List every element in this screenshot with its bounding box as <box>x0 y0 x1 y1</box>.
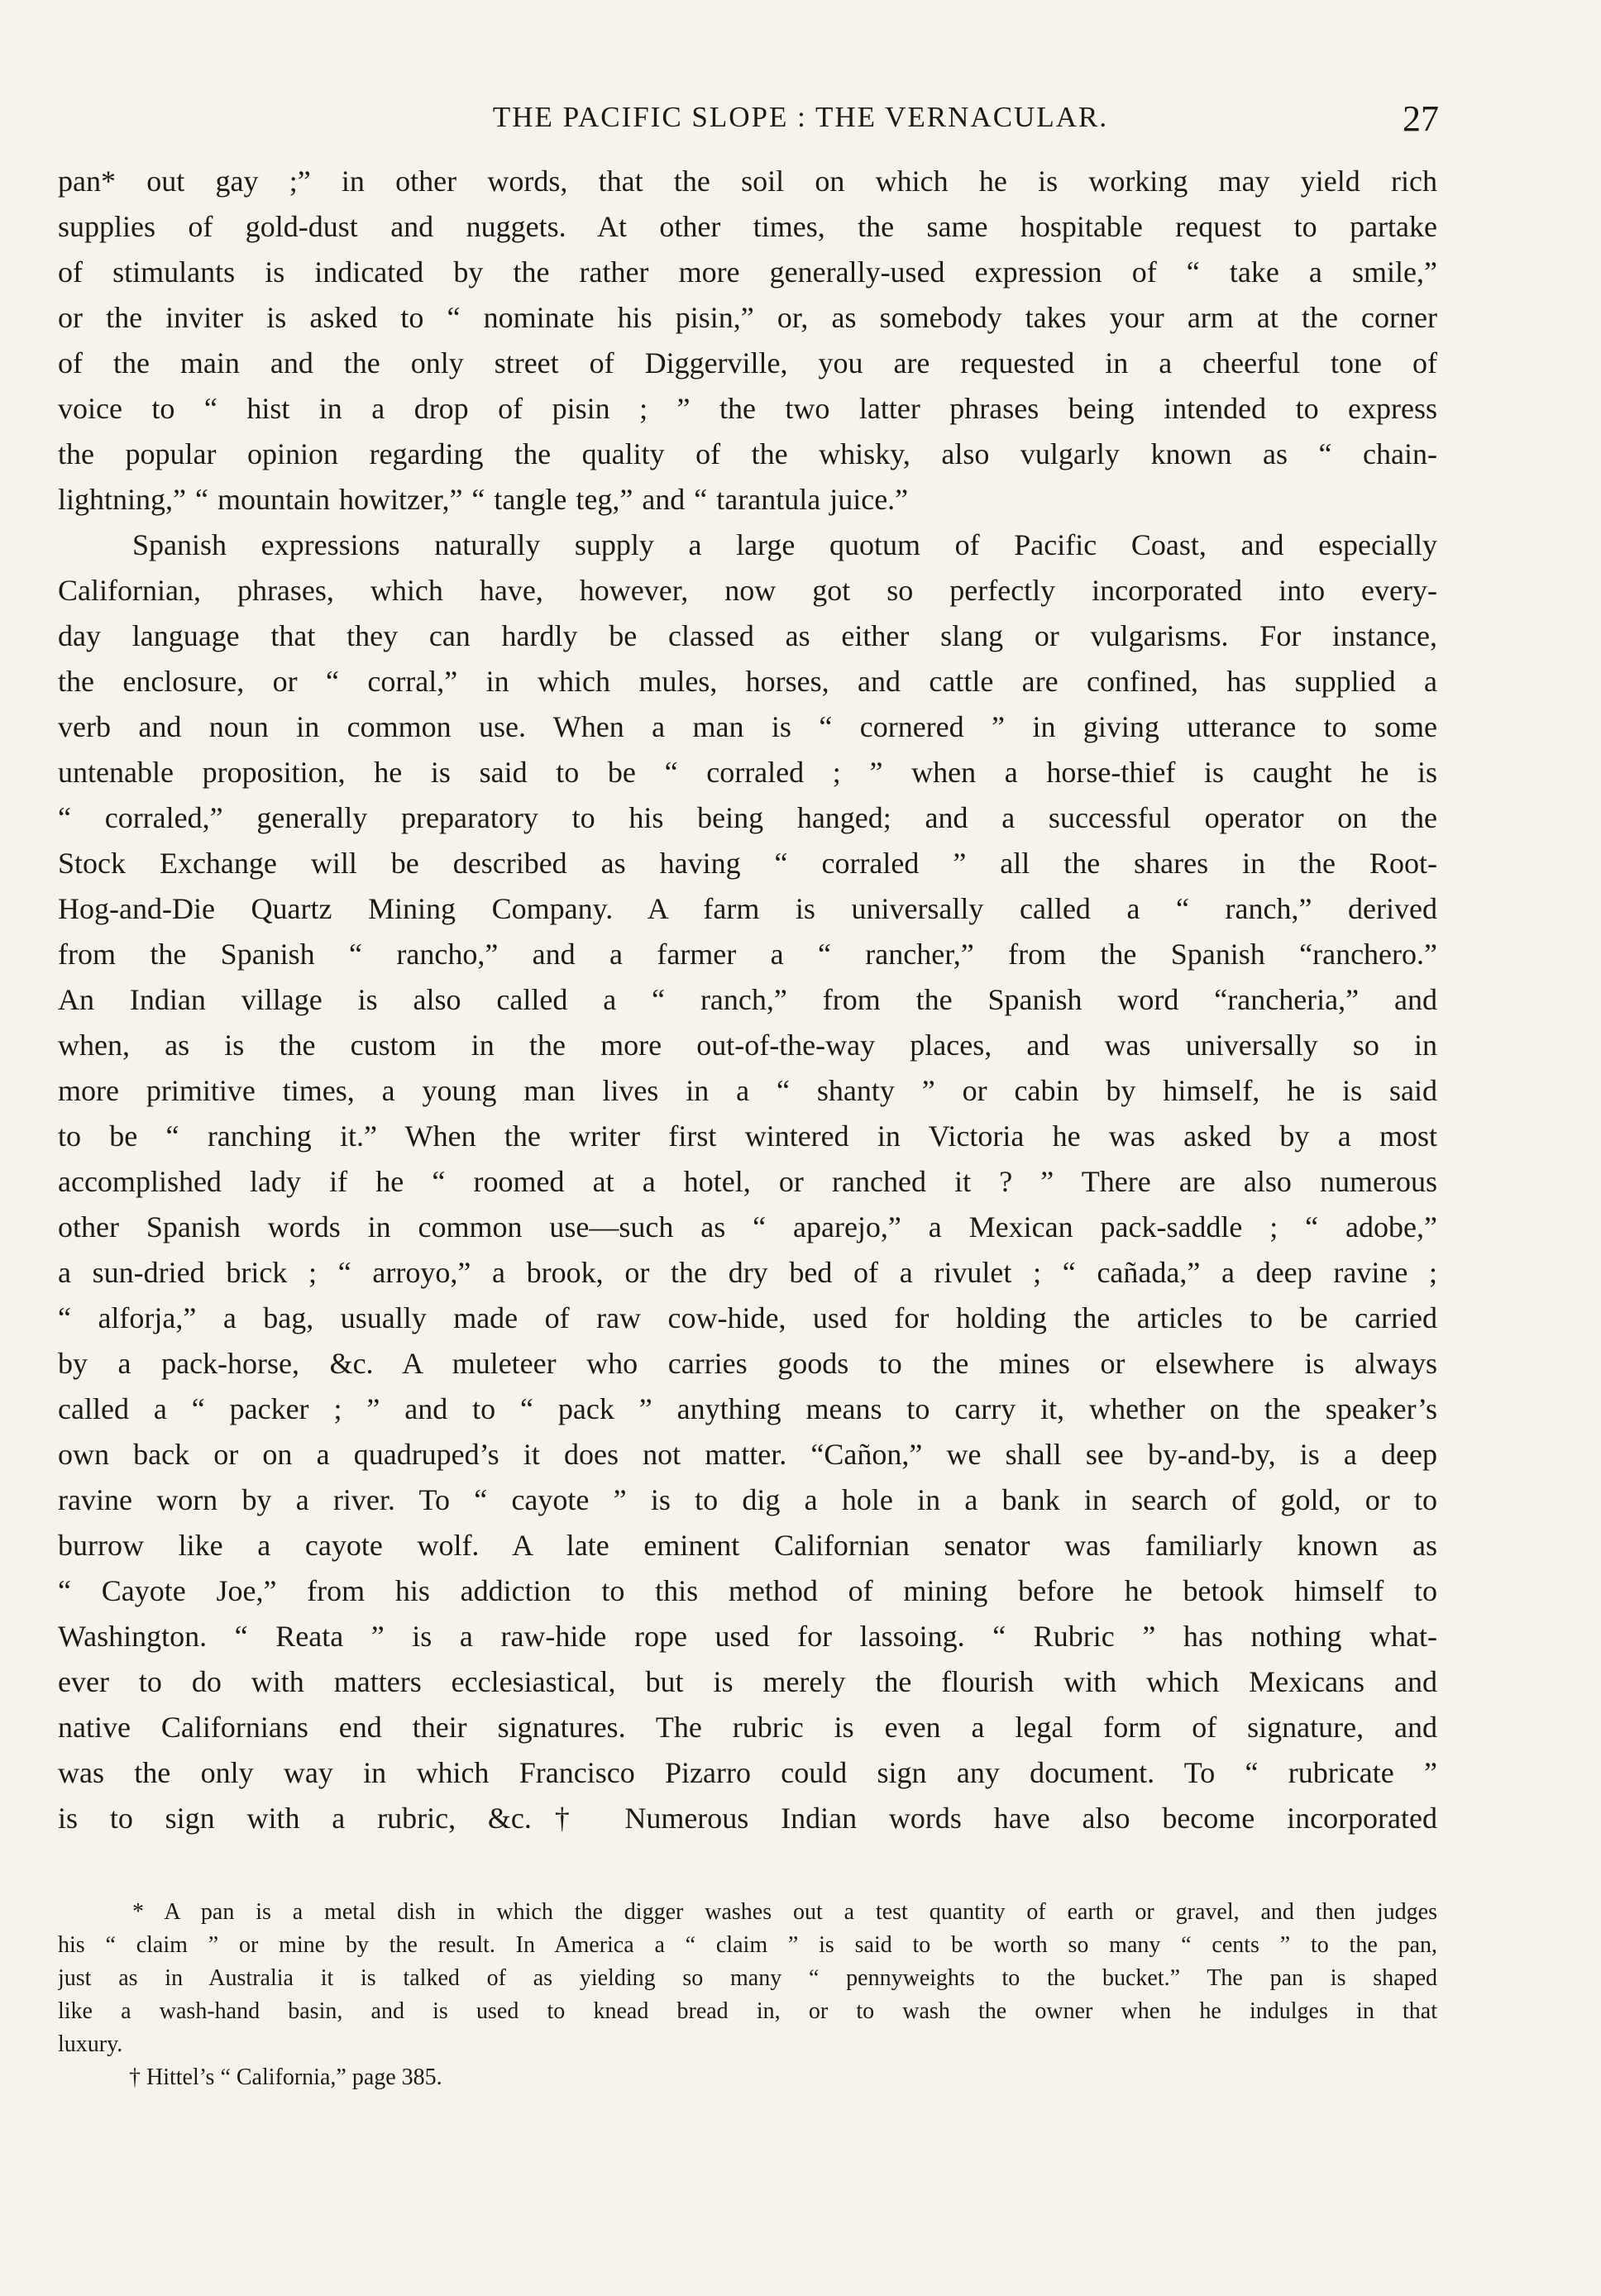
body-line: Washington. “ Reata ” is a raw-hide rope used for lassoing. “ Rubric ” has nothing what- <box>58 1620 1437 1653</box>
page-number: 27 <box>1403 98 1439 139</box>
running-title: THE PACIFIC SLOPE : THE VERNACULAR. <box>492 101 1109 133</box>
body-line: was the only way in which Francisco Pizarro could sign any document. To “ rubricate ” <box>58 1756 1437 1789</box>
body-line: of stimulants is indicated by the rather more generally-used expression of “ take a smile,” <box>58 255 1437 289</box>
body-line: burrow like a cayote wolf. A late eminent Californian senator was familiarly known as <box>58 1529 1437 1562</box>
footnote-line: like a wash-hand basin, and is used to knead bread in, or to wash the owner when he indulges in that <box>58 1998 1437 2024</box>
body-line: from the Spanish “ rancho,” and a farmer a “ rancher,” from the Spanish “ranchero.” <box>58 938 1437 971</box>
body-line: “ Cayote Joe,” from his addiction to this method of mining before he betook himself to <box>58 1574 1437 1607</box>
body-line: “ alforja,” a bag, usually made of raw cow-hide, used for holding the articles to be carried <box>58 1301 1437 1334</box>
body-line: day language that they can hardly be classed as either slang or vulgarisms. For instance, <box>58 619 1437 652</box>
body-line: voice to “ hist in a drop of pisin ; ” the two latter phrases being intended to express <box>58 392 1437 425</box>
body-line: ever to do with matters ecclesiastical, but is merely the flourish with which Mexicans and <box>58 1665 1437 1698</box>
footnote-line: * A pan is a metal dish in which the digger washes out a test quantity of earth or gravel, and then judges <box>132 1899 1437 1925</box>
body-line: verb and noun in common use. When a man is “ cornered ” in giving utterance to some <box>58 710 1437 743</box>
body-line: Spanish expressions naturally supply a large quotum of Pacific Coast, and especially <box>132 528 1437 561</box>
body-line: supplies of gold-dust and nuggets. At other times, the same hospitable request to partake <box>58 210 1437 243</box>
body-line: by a pack-horse, &c. A muleteer who carries goods to the mines or elsewhere is always <box>58 1347 1437 1380</box>
body-text <box>58 159 1437 1841</box>
body-line: other Spanish words in common use—such as “ aparejo,” a Mexican pack-saddle ; “ adobe,” <box>58 1210 1437 1243</box>
body-line: ravine worn by a river. To “ cayote ” is to dig a hole in a bank in search of gold, or to <box>58 1483 1437 1516</box>
body-line: own back or on a quadruped’s it does not matter. “Cañon,” we shall see by-and-by, is a deep <box>58 1438 1437 1471</box>
footnotes <box>58 1896 1437 2094</box>
running-head <box>0 98 1601 144</box>
body-line: lightning,” “ mountain howitzer,” “ tangle teg,” and “ tarantula juice.” <box>58 483 909 516</box>
body-line: Hog-and-Die Quartz Mining Company. A farm is universally called a “ ranch,” derived <box>58 892 1437 925</box>
body-line: accomplished lady if he “ roomed at a hotel, or ranched it ? ” There are also numerous <box>58 1165 1437 1198</box>
body-line: a sun-dried brick ; “ arroyo,” a brook, or the dry bed of a rivulet ; “ cañada,” a deep ravine ; <box>58 1256 1437 1289</box>
body-line: more primitive times, a young man lives in a “ shanty ” or cabin by himself, he is said <box>58 1074 1437 1107</box>
body-line: Californian, phrases, which have, however, now got so perfectly incorporated into every- <box>58 574 1437 607</box>
body-line: of the main and the only street of Diggerville, you are requested in a cheerful tone of <box>58 346 1437 379</box>
body-line: the enclosure, or “ corral,” in which mules, horses, and cattle are confined, has supplied a <box>58 665 1437 698</box>
body-line: is to sign with a rubric, &c.† Numerous Indian words have also become incorporated <box>58 1802 1437 1835</box>
body-line: the popular opinion regarding the quality of the whisky, also vulgarly known as “ chain- <box>58 437 1437 470</box>
body-line: when, as is the custom in the more out-of-the-way places, and was universally so in <box>58 1029 1437 1062</box>
body-line: called a “ packer ; ” and to “ pack ” anything means to carry it, whether on the speaker’s <box>58 1392 1437 1425</box>
footnote-line: just as in Australia it is talked of as yielding so many “ pennyweights to the bucket.” The pan is shaped <box>58 1965 1437 1991</box>
body-line: pan* out gay ;” in other words, that the soil on which he is working may yield rich <box>58 165 1437 198</box>
body-line: untenable proposition, he is said to be “ corraled ; ” when a horse-thief is caught he is <box>58 756 1437 789</box>
body-line: An Indian village is also called a “ ranch,” from the Spanish word “rancheria,” and <box>58 983 1437 1016</box>
body-line: to be “ ranching it.” When the writer first wintered in Victoria he was asked by a most <box>58 1119 1437 1153</box>
body-line: Stock Exchange will be described as having “ corraled ” all the shares in the Root- <box>58 847 1437 880</box>
body-line: “ corraled,” generally preparatory to his being hanged; and a successful operator on the <box>58 801 1437 834</box>
footnote-line: † Hittel’s “ California,” page 385. <box>129 2064 442 2090</box>
footnote-line: his “ claim ” or mine by the result. In America a “ claim ” is said to be worth so many “ cents ” to the pan, <box>58 1932 1437 1958</box>
body-line: native Californians end their signatures. The rubric is even a legal form of signature, and <box>58 1711 1437 1744</box>
footnote-line: luxury. <box>58 2031 123 2057</box>
body-line: or the inviter is asked to “ nominate his pisin,” or, as somebody takes your arm at the corner <box>58 301 1437 334</box>
